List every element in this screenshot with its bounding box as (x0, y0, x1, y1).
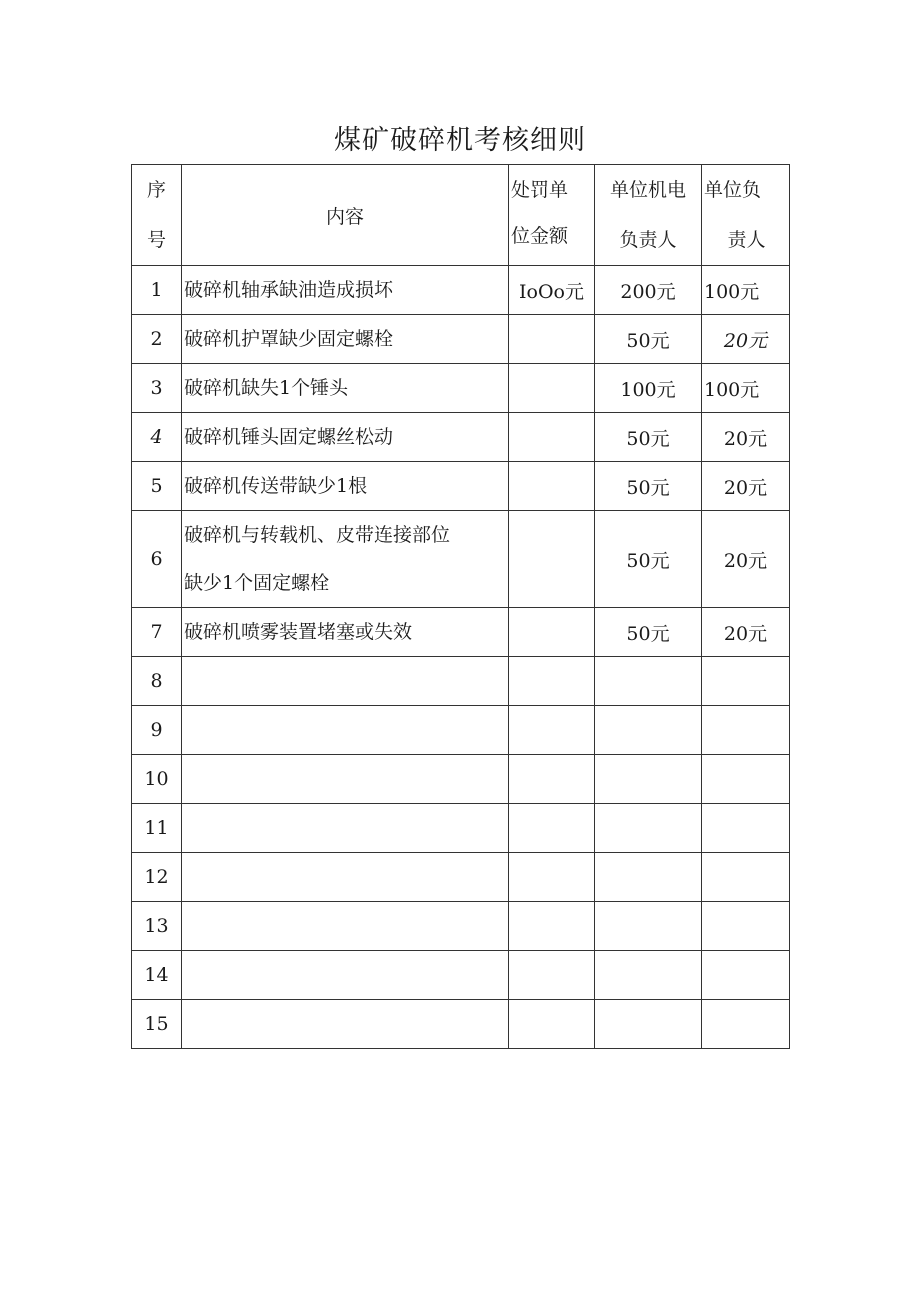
row-penalty (509, 413, 595, 462)
row-content: 破碎机锤头固定螺丝松动 (182, 413, 509, 462)
row-penalty (509, 511, 595, 608)
row-content: 破碎机喷雾装置堵塞或失效 (182, 608, 509, 657)
row-content (182, 1000, 509, 1049)
header-seq-line1: 序 (146, 179, 166, 201)
row-content (182, 706, 509, 755)
row-penalty (509, 315, 595, 364)
table-header-row (132, 165, 790, 266)
row-content (182, 804, 509, 853)
row-unit (702, 657, 790, 706)
table-row (132, 657, 790, 706)
row-elec (595, 853, 702, 902)
row-unit (702, 902, 790, 951)
table-row (132, 804, 790, 853)
table-row (132, 462, 790, 511)
row-seq: 2 (132, 315, 182, 364)
header-elec-line1: 单位机电 (609, 179, 686, 201)
row-unit (702, 1000, 790, 1049)
table-row (132, 706, 790, 755)
row-content (182, 902, 509, 951)
row-penalty (509, 804, 595, 853)
table-row (132, 413, 790, 462)
row-elec: 50元 (595, 511, 702, 608)
row-seq: 15 (132, 1000, 182, 1049)
row-unit: 20元 (702, 315, 790, 364)
row-content (182, 951, 509, 1000)
row-penalty (509, 902, 595, 951)
table-row (132, 1000, 790, 1049)
table-row (132, 315, 790, 364)
header-seq (132, 165, 182, 266)
row-elec: 50元 (595, 462, 702, 511)
row-penalty (509, 853, 595, 902)
row-content (182, 853, 509, 902)
row-seq: 1 (132, 266, 182, 315)
row-seq: 6 (132, 511, 182, 608)
row-unit (702, 853, 790, 902)
row-unit: 100元 (702, 266, 790, 315)
row-penalty (509, 364, 595, 413)
header-unit (702, 165, 790, 266)
header-elec-line2: 负责人 (619, 229, 677, 251)
table-row (132, 902, 790, 951)
row-elec: 200元 (595, 266, 702, 315)
row-elec (595, 657, 702, 706)
row-content: 破碎机护罩缺少固定螺栓 (182, 315, 509, 364)
row-seq: 3 (132, 364, 182, 413)
row-penalty (509, 657, 595, 706)
row-elec: 50元 (595, 608, 702, 657)
row-unit (702, 706, 790, 755)
row-content-line2: 缺少1个固定螺栓 (184, 572, 330, 594)
row-content-line1: 破碎机与转载机、皮带连接部位 (184, 524, 451, 546)
row-unit: 20元 (702, 413, 790, 462)
assessment-table (131, 164, 790, 1049)
row-elec (595, 902, 702, 951)
row-elec (595, 804, 702, 853)
header-seq-line2: 号 (146, 229, 166, 251)
header-penalty (509, 165, 595, 266)
row-unit: 20元 (702, 511, 790, 608)
row-penalty (509, 951, 595, 1000)
table-row (132, 755, 790, 804)
row-unit (702, 951, 790, 1000)
table-row (132, 364, 790, 413)
row-elec: 50元 (595, 315, 702, 364)
row-seq: 5 (132, 462, 182, 511)
row-content: 破碎机缺失1个锤头 (182, 364, 509, 413)
header-penalty-line2: 位金额 (511, 225, 569, 247)
row-content: 破碎机轴承缺油造成损坏 (182, 266, 509, 315)
row-content (182, 755, 509, 804)
row-seq: 9 (132, 706, 182, 755)
row-seq: 14 (132, 951, 182, 1000)
header-elec (595, 165, 702, 266)
table-row (132, 853, 790, 902)
table-row (132, 951, 790, 1000)
row-content: 破碎机传送带缺少1根 (182, 462, 509, 511)
header-unit-line2: 责人 (727, 229, 766, 251)
header-penalty-line1: 处罚单 (511, 179, 569, 201)
row-penalty (509, 462, 595, 511)
row-elec (595, 755, 702, 804)
row-seq: 4 (132, 413, 182, 462)
document-title: 煤矿破碎机考核细则 (334, 125, 586, 156)
row-elec: 100元 (595, 364, 702, 413)
row-unit: 20元 (702, 608, 790, 657)
header-unit-line1: 单位负 (704, 179, 762, 201)
row-unit (702, 755, 790, 804)
row-content (182, 511, 509, 608)
table-row (132, 266, 790, 315)
row-seq: 11 (132, 804, 182, 853)
row-elec: 50元 (595, 413, 702, 462)
row-unit: 100元 (702, 364, 790, 413)
row-seq: 13 (132, 902, 182, 951)
row-elec (595, 706, 702, 755)
row-seq: 8 (132, 657, 182, 706)
row-elec (595, 951, 702, 1000)
row-penalty (509, 706, 595, 755)
row-seq: 12 (132, 853, 182, 902)
row-penalty (509, 755, 595, 804)
row-unit (702, 804, 790, 853)
table-row (132, 511, 790, 608)
row-elec (595, 1000, 702, 1049)
row-unit: 20元 (702, 462, 790, 511)
row-content (182, 657, 509, 706)
table-row (132, 608, 790, 657)
header-content: 内容 (182, 165, 509, 266)
row-penalty (509, 1000, 595, 1049)
row-penalty (509, 608, 595, 657)
row-seq: 7 (132, 608, 182, 657)
row-penalty: IoOo元 (509, 266, 595, 315)
row-seq: 10 (132, 755, 182, 804)
